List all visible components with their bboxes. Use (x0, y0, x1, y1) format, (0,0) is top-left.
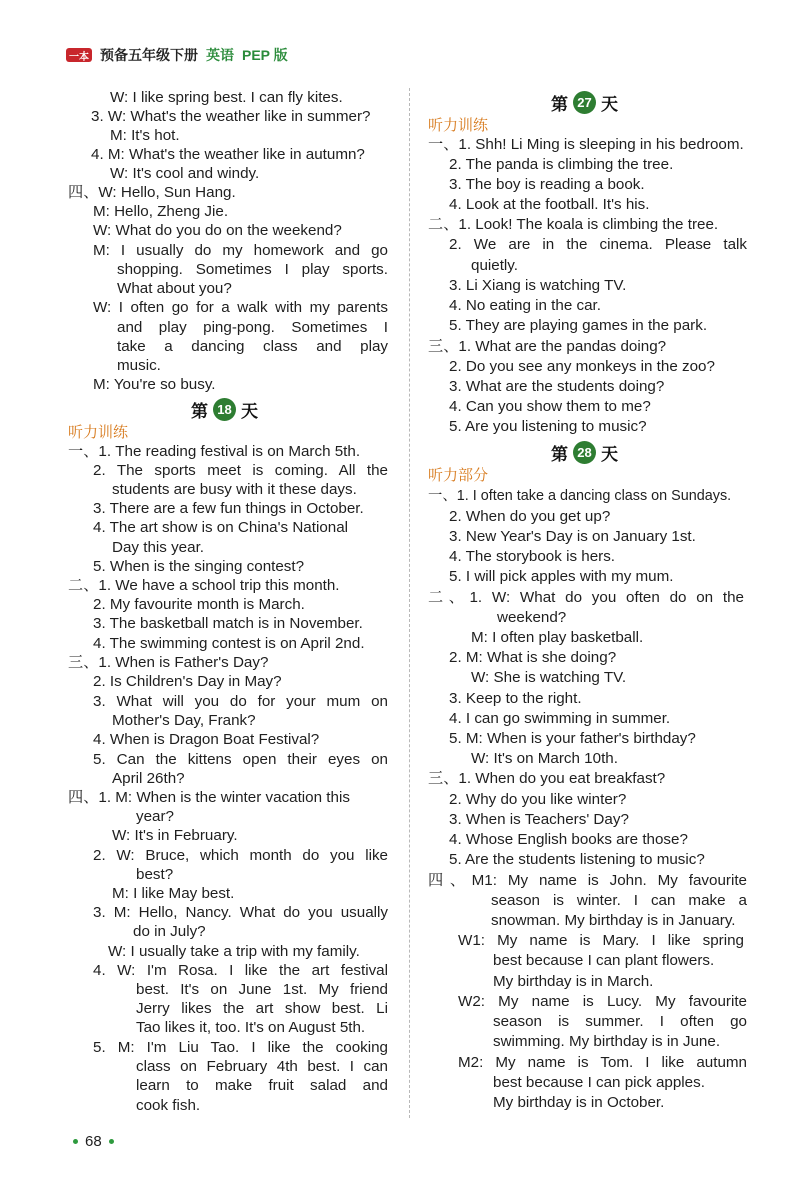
text-line: W2: My name is Lucy. My favourite (458, 993, 747, 1010)
text-line: M: I usually do my homework and go (93, 242, 388, 259)
text-line: 一、1. I often take a dancing class on Sundays. (428, 488, 732, 504)
text-line: quietly. (471, 257, 518, 274)
text-line: best. It's on June 1st. My friend (136, 981, 388, 998)
day-prefix: 第 (191, 402, 208, 421)
text-line: Tao likes it, too. It's on August 5th. (136, 1019, 366, 1036)
day-27-heading (551, 90, 618, 115)
text-line: My birthday is in October. (493, 1094, 665, 1111)
text-line: year? (136, 808, 174, 825)
subject-label: 英语 (206, 47, 234, 63)
text-line: 2. My favourite month is March. (93, 596, 305, 613)
day-suffix: 天 (601, 445, 618, 464)
text-line: 2. The panda is climbing the tree. (449, 156, 674, 173)
text-line: 4. Can you show them to me? (449, 398, 651, 415)
text-line: 4. The storybook is hers. (449, 548, 616, 565)
text-line: W: It's on March 10th. (471, 750, 618, 767)
day-suffix: 天 (601, 95, 618, 114)
text-line: M: It's hot. (110, 127, 180, 144)
brand-logo: 一本 (66, 48, 92, 62)
text-line: April 26th? (112, 770, 185, 787)
text-line: 5. When is the singing contest? (93, 558, 305, 575)
text-line: 2. Do you see any monkeys in the zoo? (449, 358, 715, 375)
text-line: Day this year. (112, 539, 205, 556)
text-line: M: Hello, Zheng Jie. (93, 203, 229, 220)
text-line: do in July? (133, 923, 206, 940)
text-line: 5. I will pick apples with my mum. (449, 568, 674, 585)
text-line: 3. M: Hello, Nancy. What do you usually (93, 904, 388, 921)
text-line: 三、1. When is Father's Day? (68, 654, 269, 671)
text-line: 3. The basketball match is in November. (93, 615, 363, 632)
text-line: 4. The swimming contest is on April 2nd. (93, 635, 365, 652)
text-line: 2. Is Children's Day in May? (93, 673, 282, 690)
text-line: 4. M: What's the weather like in autumn? (91, 146, 365, 163)
text-line: 4. Whose English books are those? (449, 831, 688, 848)
text-line: W: It's cool and windy. (110, 165, 260, 182)
text-line: students are busy with it these days. (112, 481, 357, 498)
text-line: M2: My name is Tom. I like autumn (458, 1054, 747, 1071)
dot-icon (73, 1139, 78, 1144)
day-18-heading (191, 397, 258, 422)
day-28-heading (551, 440, 618, 465)
column-divider (409, 88, 410, 1118)
text-line: 一、1. The reading festival is on March 5th. (68, 443, 361, 460)
text-line: weekend? (497, 609, 567, 626)
text-line: best because I can plant flowers. (493, 952, 715, 969)
text-line: 2. M: What is she doing? (449, 649, 617, 666)
page-number-text: 68 (85, 1133, 102, 1150)
text-line: 4. The art show is on China's National (93, 519, 349, 536)
text-line: 5. Can the kittens open their eyes on (93, 751, 388, 768)
text-line: 5. They are playing games in the park. (449, 317, 708, 334)
text-line: 4. When is Dragon Boat Festival? (93, 731, 320, 748)
section-label: 听力训练 (428, 117, 489, 134)
edition-label: PEP 版 (242, 47, 288, 63)
text-line: best? (136, 866, 174, 883)
text-line: 三、1. What are the pandas doing? (428, 338, 667, 355)
text-line: W: It's in February. (112, 827, 238, 844)
text-line: Mother's Day, Frank? (112, 712, 256, 729)
text-line: What about you? (117, 280, 232, 297)
text-line: 二、1. We have a school trip this month. (68, 577, 340, 594)
text-line: 4. W: I'm Rosa. I like the art festival (93, 962, 388, 979)
text-line: W: I usually take a trip with my family. (108, 943, 360, 960)
dot-icon (109, 1139, 114, 1144)
text-line: 3. New Year's Day is on January 1st. (449, 528, 696, 545)
text-line: 3. Keep to the right. (449, 690, 582, 707)
text-line: 四、M1: My name is John. My favourite (428, 872, 747, 889)
text-line: 三、1. When do you eat breakfast? (428, 770, 666, 787)
text-line: 3. Li Xiang is watching TV. (449, 277, 627, 294)
day-number-badge: 18 (213, 398, 236, 421)
text-line: 2. We are in the cinema. Please talk (449, 236, 747, 253)
text-line: 二、1. Look! The koala is climbing the tree. (428, 216, 719, 233)
text-line: M: I often play basketball. (471, 629, 644, 646)
text-line: 2. W: Bruce, which month do you like (93, 847, 388, 864)
day-number-badge: 28 (573, 441, 596, 464)
text-line: 2. Why do you like winter? (449, 791, 627, 808)
text-line: My birthday is in March. (493, 973, 654, 990)
text-line: 3. There are a few fun things in October. (93, 500, 364, 517)
text-line: W: She is watching TV. (471, 669, 627, 686)
page-header (66, 44, 288, 66)
text-line: 4. I can go swimming in summer. (449, 710, 671, 727)
text-line: 四、W: Hello, Sun Hang. (68, 184, 236, 201)
text-line: music. (117, 357, 161, 374)
text-line: 2. The sports meet is coming. All the (93, 462, 388, 479)
text-line: 4. Look at the football. It's his. (449, 196, 650, 213)
text-line: 3. W: What's the weather like in summer? (91, 108, 371, 125)
text-line: Jerry likes the art show best. Li (136, 1000, 388, 1017)
section-label: 听力训练 (68, 424, 129, 441)
text-line: learn to make fruit salad and (136, 1077, 388, 1094)
text-line: W: I like spring best. I can fly kites. (110, 89, 343, 106)
text-line: 5. Are the students listening to music? (449, 851, 705, 868)
text-line: shopping. Sometimes I play sports. (117, 261, 388, 278)
text-line: W: I often go for a walk with my parents (93, 299, 388, 316)
text-line: season is winter. I can make a (491, 892, 747, 909)
text-line: take a dancing class and play (117, 338, 388, 355)
text-line: 2. When do you get up? (449, 508, 611, 525)
page-number (66, 1133, 121, 1150)
text-line: best because I can pick apples. (493, 1074, 705, 1091)
text-line: snowman. My birthday is in January. (491, 912, 736, 929)
text-line: 3. What will you do for your mum on (93, 693, 388, 710)
text-line: M: I like May best. (112, 885, 235, 902)
day-prefix: 第 (551, 445, 568, 464)
text-line: 5. M: I'm Liu Tao. I like the cooking (93, 1039, 388, 1056)
section-label: 听力部分 (428, 467, 489, 484)
text-line: and play ping-pong. Sometimes I (117, 319, 388, 336)
text-line: 5. M: When is your father's birthday? (449, 730, 696, 747)
text-line: 5. Are you listening to music? (449, 418, 647, 435)
text-line: 4. No eating in the car. (449, 297, 601, 314)
day-number-badge: 27 (573, 91, 596, 114)
text-line: season is summer. I often go (493, 1013, 747, 1030)
text-line: class on February 4th best. I can (136, 1058, 388, 1075)
text-line: 3. What are the students doing? (449, 378, 665, 395)
day-prefix: 第 (551, 95, 568, 114)
day-suffix: 天 (241, 402, 258, 421)
text-line: 四、1. M: When is the winter vacation this (68, 789, 350, 806)
book-title: 预备五年级下册 (100, 47, 198, 63)
text-line: W: What do you do on the weekend? (93, 222, 342, 239)
text-line: 二、1. W: What do you often do on the (428, 589, 744, 606)
text-line: M: You're so busy. (93, 376, 216, 393)
text-line: cook fish. (136, 1097, 201, 1114)
text-line: 一、1. Shh! Li Ming is sleeping in his bedroom. (428, 136, 744, 153)
text-line: W1: My name is Mary. I like spring (458, 932, 744, 949)
text-line: swimming. My birthday is in June. (493, 1033, 721, 1050)
text-line: 3. When is Teachers' Day? (449, 811, 629, 828)
text-line: 3. The boy is reading a book. (449, 176, 645, 193)
